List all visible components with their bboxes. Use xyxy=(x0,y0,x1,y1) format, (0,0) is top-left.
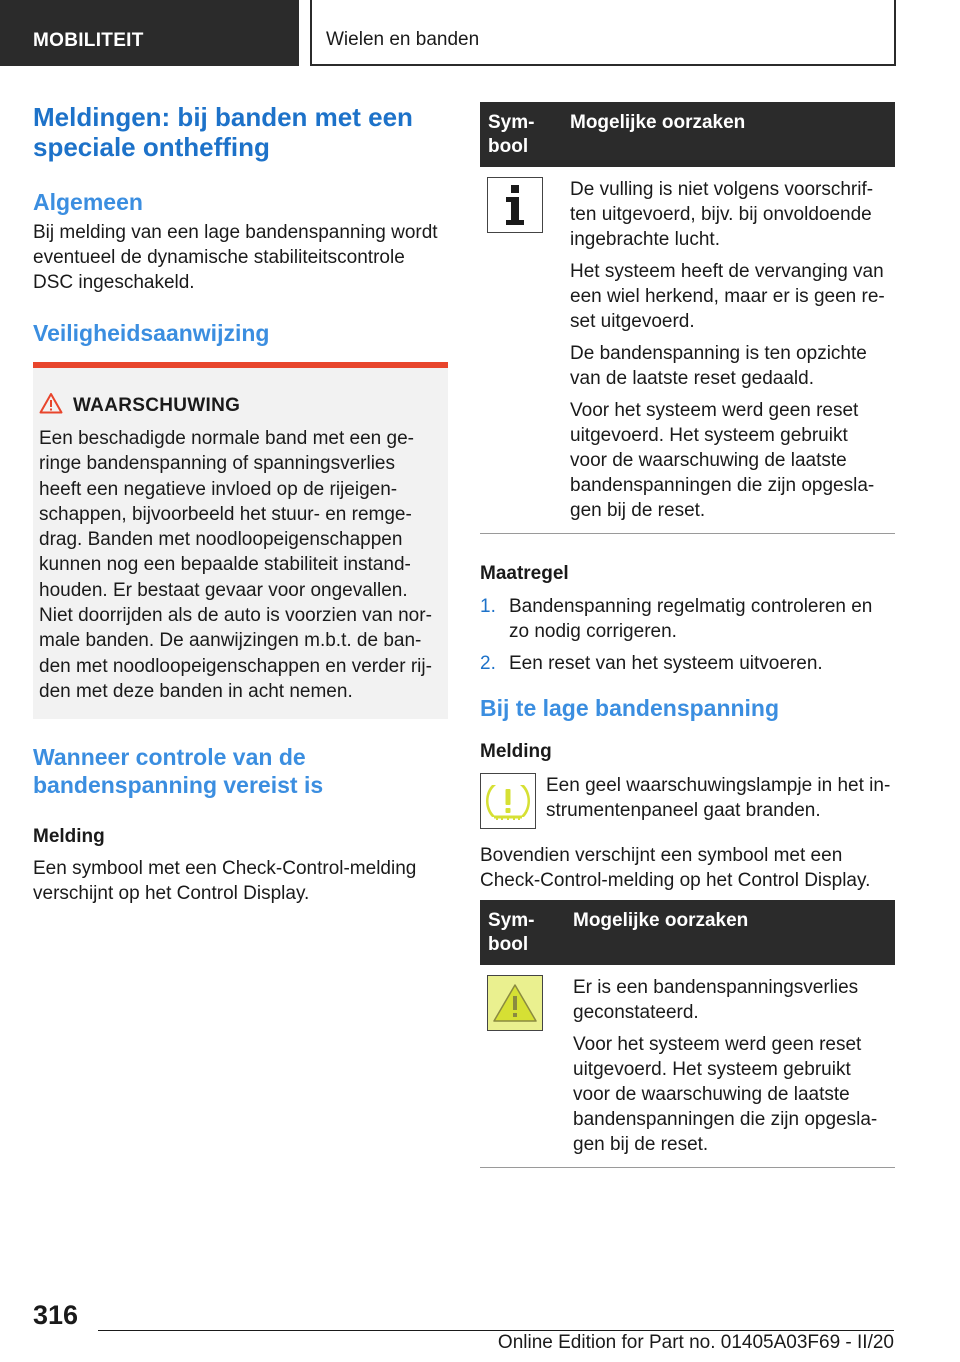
info-icon xyxy=(487,177,543,233)
low-pressure-text: Bovendien verschijnt een symbool met een Check-Control-melding op het Control Display. xyxy=(480,845,871,891)
col-symbol: Symbool xyxy=(480,102,562,167)
measure-heading: Maatregel xyxy=(480,563,569,584)
cause-1: Er is een bandenspanningsverlies geconstateerd. xyxy=(573,977,859,1023)
col-causes: Mogelijke oorzaken xyxy=(562,102,895,167)
step-text: Een reset van het systeem uitvoeren. xyxy=(509,653,823,674)
symbol-table-1 xyxy=(480,102,895,534)
col-causes: Mogelijke oorzaken xyxy=(565,900,895,965)
table-header xyxy=(480,102,895,167)
edition-text: Online Edition for Part no. 01405A03F69 - II/20 xyxy=(497,1332,894,1353)
warning-triangle-icon xyxy=(487,975,543,1031)
warning-text: Een beschadigde normale band met een geringe bandenspanning of spanningsverlies heeft een negatieve invloed op de rijeigenschappen, bijvoorbeeld het stuur- en remgedrag. Banden met noodloopeigenschappen kunnen nog een bepaalde stabiliteit instandhouden. Er bestaat gevaar voor ongevallen. Niet doorrijden als de auto is voorzien van normale banden. De aanwijzingen m.b.t. de banden met noodloopeigenschappen en verder rijden met deze banden in acht nemen. xyxy=(39,428,432,702)
warning-title: WAARSCHUWING xyxy=(73,395,241,416)
cause-1: De vulling is niet volgens voorschriften uitgevoerd, bijv. bij onvoldoende ingebrachte lucht. xyxy=(570,179,874,250)
lamp-row xyxy=(480,773,895,829)
list-item xyxy=(480,651,895,676)
right-column xyxy=(480,102,895,1168)
table-row xyxy=(480,965,895,1168)
warning-title-row xyxy=(39,393,438,419)
cause-2: Voor het systeem werd geen reset uitgevoerd. Het systeem gebruikt voor de waarschuwing de laatste bandenspanningen die zijn opgeslagen bij de reset. xyxy=(573,1034,878,1155)
list-item xyxy=(480,594,895,644)
general-text: Bij melding van een lage bandenspanning wordt eventueel de dynamische stabiliteitscontrole DSC ingeschakeld. xyxy=(33,222,438,293)
low-pressure-subheading: Melding xyxy=(480,741,552,762)
section-tab xyxy=(0,0,299,66)
check-text: Een symbool met een Check-Control-melding verschijnt op het Control Display. xyxy=(33,858,417,904)
check-section xyxy=(33,743,448,906)
chapter-tab xyxy=(310,0,896,66)
cause-4: Voor het systeem werd geen reset uitgevoerd. Het systeem gebruikt voor de waarschuwing de laatste bandenspanningen die zijn opgeslagen bij de reset. xyxy=(570,400,875,521)
footer-divider xyxy=(98,1330,894,1331)
page-number: 316 xyxy=(33,1300,79,1330)
col-symbol: Symbool xyxy=(480,900,565,965)
step-text: Bandenspanning regelmatig controleren en zo nodig corrigeren. xyxy=(509,596,873,642)
warning-triangle-icon xyxy=(39,392,63,420)
cause-3: De bandenspanning is ten opzichte van de laatste reset gedaald. xyxy=(570,343,867,389)
safety-heading: Veiligheidsaanwijzing xyxy=(33,320,270,346)
section-title: MOBILITEIT xyxy=(33,30,144,51)
chapter-title: Wielen en banden xyxy=(326,29,480,50)
table-row xyxy=(480,167,895,534)
step-number: 1. xyxy=(480,596,496,617)
check-heading: Wanneer controle van de bandenspanning vereist is xyxy=(33,744,324,798)
lamp-text: Een geel waarschuwingslampje in het instrumentenpaneel gaat branden. xyxy=(546,775,891,821)
cause-2: Het systeem heeft de vervanging van een wiel herkend, maar er is geen reset uitgevoerd. xyxy=(570,261,885,332)
check-subheading: Melding xyxy=(33,826,105,847)
left-column xyxy=(33,102,448,347)
low-pressure-heading: Bij te lage bandenspanning xyxy=(480,695,780,721)
general-heading: Algemeen xyxy=(33,189,143,215)
tire-pressure-warning-icon xyxy=(480,773,536,829)
warning-box xyxy=(33,362,448,719)
table-header xyxy=(480,900,895,965)
page-title: Meldingen: bij banden met een speciale ontheffing xyxy=(33,102,413,162)
measure-steps xyxy=(480,594,895,676)
step-number: 2. xyxy=(480,653,496,674)
symbol-table-2 xyxy=(480,900,895,1168)
